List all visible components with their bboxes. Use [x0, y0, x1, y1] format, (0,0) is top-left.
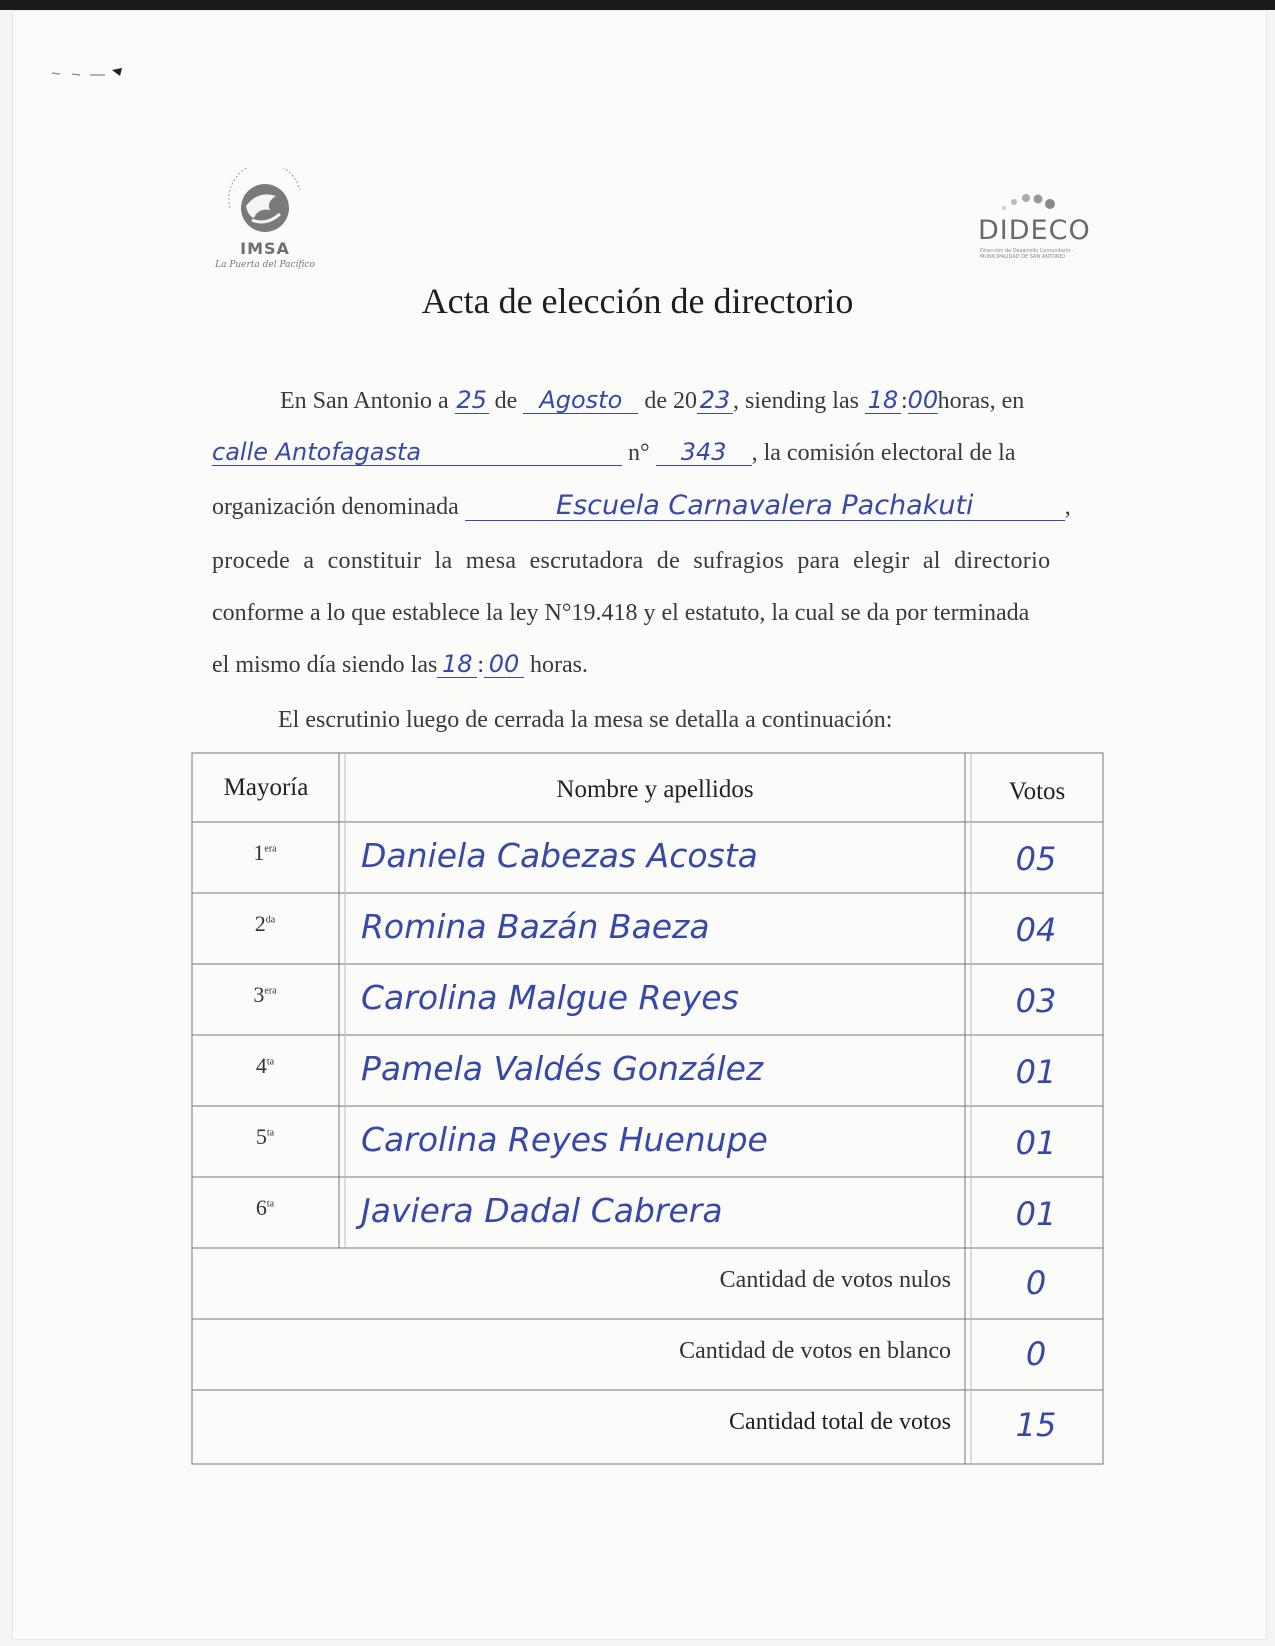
text-line-2 — [212, 440, 1016, 467]
rank-cell — [195, 840, 335, 866]
rank-cell — [195, 982, 335, 1008]
imsa-logo — [205, 168, 325, 268]
text-fragment: de 20 — [644, 388, 697, 414]
text-fragment: organización denominada — [212, 494, 459, 520]
handwritten-month: Agosto — [523, 388, 638, 414]
rank-suffix: ta — [266, 1127, 275, 1139]
handwritten-street: calle Antofagasta — [212, 440, 622, 466]
rank-number: 1 — [253, 840, 265, 865]
text-line-4: procede a constituir la mesa escrutadora de sufragios para elegir al directorio — [212, 548, 1051, 574]
candidate-name: Romina Bazán Baeza — [361, 907, 710, 946]
text-fragment: de — [494, 388, 518, 414]
rank-number: 2 — [254, 911, 266, 936]
handwritten-end-minute: 00 — [484, 652, 524, 678]
imsa-tagline: La Puerta del Pacífico — [215, 260, 315, 270]
rank-number: 5 — [255, 1124, 267, 1149]
text-fragment: , siending las — [732, 388, 859, 414]
rank-suffix: ta — [266, 1198, 275, 1210]
text-line-3 — [212, 492, 1071, 521]
blank-votes-value: 0 — [1025, 1335, 1047, 1373]
text-line-5: conforme a lo que establece la ley N°19.418 y el estatuto, la cual se da por terminada — [212, 600, 1030, 626]
dideco-logo-text: DIDECO — [978, 215, 1091, 246]
text-fragment: horas. — [529, 652, 588, 678]
rank-suffix: era — [264, 843, 277, 855]
handwritten-end-hour: 18 — [437, 652, 477, 678]
header-name: Nombre y apellidos — [556, 776, 754, 803]
rank-number: 4 — [255, 1053, 267, 1078]
text-fragment: En San Antonio a — [280, 388, 449, 414]
rank-number: 3 — [253, 982, 265, 1007]
handwritten-start-minute: 00 — [907, 386, 939, 414]
rank-cell — [195, 911, 335, 937]
candidate-votes: 01 — [1015, 1124, 1057, 1162]
rank-number: 6 — [255, 1195, 267, 1220]
rank-cell — [195, 1053, 335, 1079]
candidate-votes: 03 — [1015, 982, 1057, 1020]
handwritten-street-number: 343 — [656, 440, 752, 466]
candidate-votes: 01 — [1015, 1053, 1057, 1091]
text-line-7: El escrutinio luego de cerrada la mesa se detalla a continuación: — [278, 707, 893, 733]
results-table — [191, 752, 1104, 1465]
handwritten-start-hour: 18 — [865, 388, 901, 414]
text-fragment: , — [1064, 494, 1071, 520]
header-rank: Mayoría — [223, 774, 309, 801]
text-fragment: horas, en — [937, 388, 1025, 414]
rank-suffix: ta — [266, 1056, 275, 1068]
blank-votes-label: Cantidad de votos en blanco — [679, 1338, 951, 1364]
header-votes: Votos — [1008, 778, 1066, 805]
null-votes-label: Cantidad de votos nulos — [719, 1267, 951, 1293]
text-line-6 — [212, 652, 588, 679]
total-votes-label: Cantidad total de votos — [729, 1409, 951, 1435]
text-fragment: , la comisión electoral de la — [751, 440, 1016, 466]
text-fragment: : — [900, 388, 908, 414]
null-votes-value: 0 — [1025, 1264, 1047, 1302]
candidate-name: Javiera Dadal Cabrera — [361, 1191, 723, 1230]
text-line-1 — [280, 388, 1024, 415]
rank-cell — [195, 1195, 335, 1221]
rank-suffix: da — [265, 914, 276, 926]
text-fragment: : — [477, 652, 484, 678]
rank-suffix: era — [264, 985, 277, 997]
dideco-subtitle: Dirección de Desarrollo Comunitario · MUNICIPALIDAD DE SAN ANTONIO — [980, 248, 1074, 260]
text-fragment: el mismo día siendo las — [212, 652, 438, 678]
handwritten-year: 23 — [697, 388, 733, 414]
scan-speck-mark — [50, 66, 132, 78]
handwritten-organization: Escuela Carnavalera Pachakuti — [465, 492, 1065, 521]
dideco-logo — [970, 190, 1100, 270]
handwritten-day: 25 — [456, 386, 487, 414]
page-title: Acta de elección de directorio — [421, 281, 854, 321]
text-fragment: n° — [628, 440, 650, 466]
rank-cell — [195, 1124, 335, 1150]
imsa-logo-text: IMSA — [240, 239, 290, 258]
scan-top-band — [0, 0, 1275, 10]
candidate-votes: 04 — [1015, 911, 1057, 949]
candidate-name: Carolina Reyes Huenupe — [361, 1120, 768, 1159]
candidate-votes: 01 — [1015, 1195, 1057, 1233]
candidate-votes: 05 — [1015, 840, 1057, 878]
imsa-emblem-icon — [210, 168, 320, 240]
total-votes-value: 15 — [1015, 1406, 1057, 1444]
candidate-name: Daniela Cabezas Acosta — [361, 836, 758, 875]
candidate-name: Carolina Malgue Reyes — [361, 978, 739, 1017]
candidate-name: Pamela Valdés González — [361, 1049, 764, 1088]
